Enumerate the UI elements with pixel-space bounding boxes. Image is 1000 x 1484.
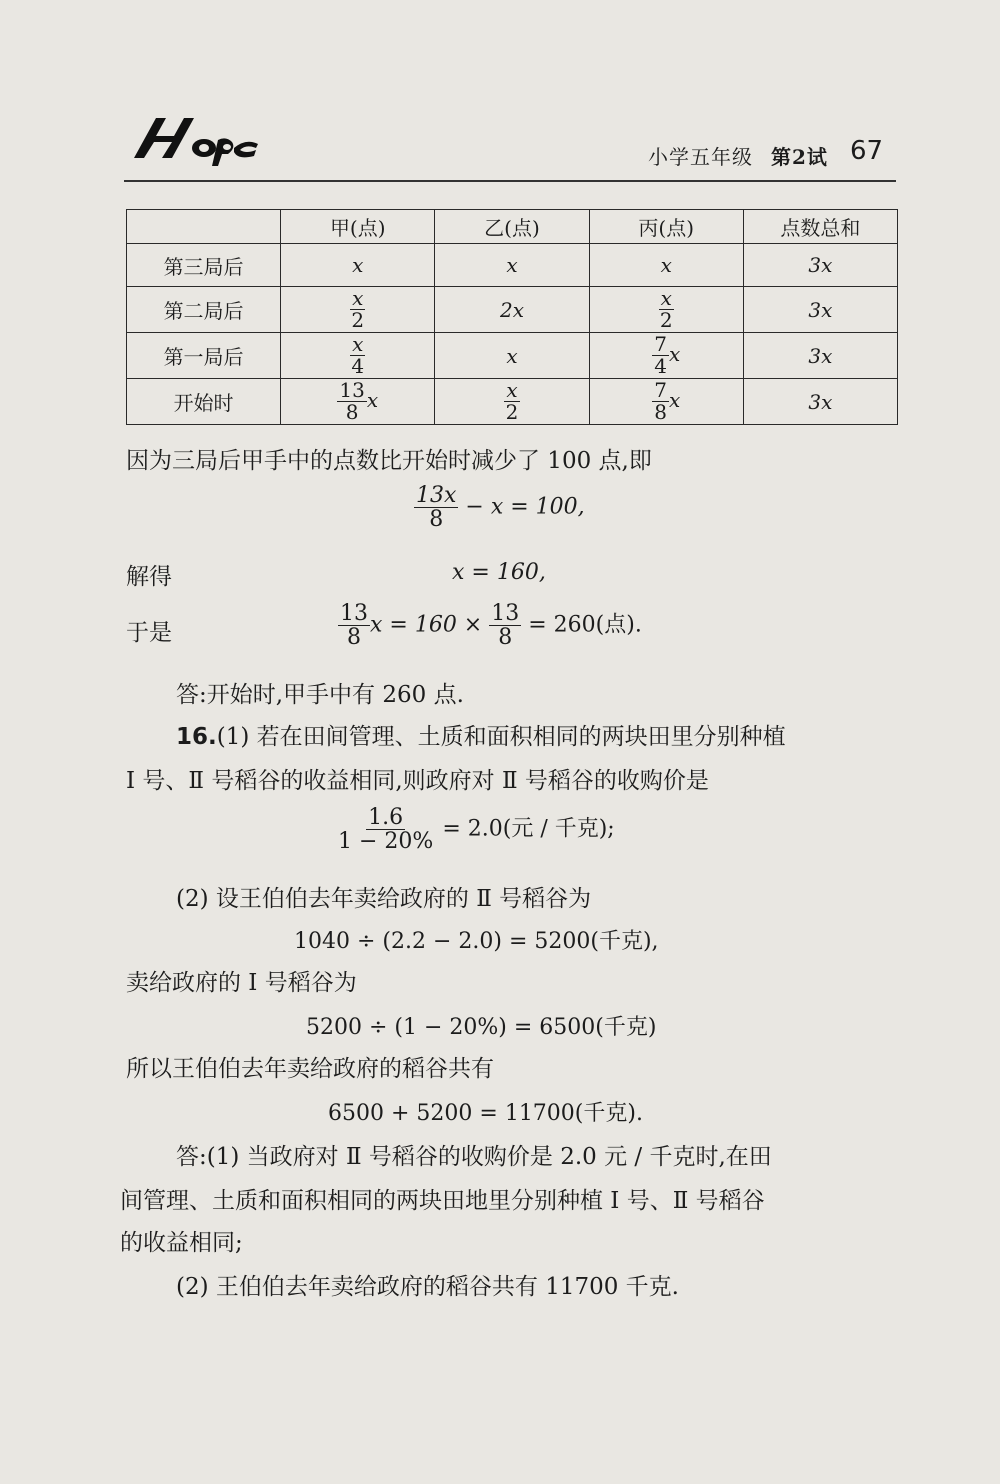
header-grade: 小学五年级 xyxy=(648,145,753,169)
cell-jia: x xyxy=(281,244,435,287)
row-label: 开始时 xyxy=(127,379,281,425)
q16-line-3: (2) 设王伯伯去年卖给政府的 Ⅱ 号稻谷为 xyxy=(176,886,592,912)
answer-2-line-3: 的收益相同; xyxy=(120,1230,243,1256)
table-header-empty xyxy=(127,210,281,244)
answer-2-line-2: 间管理、土质和面积相同的两块田地里分别种植 Ⅰ 号、Ⅱ 号稻谷 xyxy=(120,1188,765,1214)
answer-1: 答:开始时,甲手中有 260 点. xyxy=(176,682,464,708)
cell-total: 3x xyxy=(743,379,897,425)
cell-yi: $\frac{x}{2}$ xyxy=(435,379,589,425)
equation-7: 6500 + 5200 = 11700(千克). xyxy=(328,1101,643,1126)
cell-yi: 2x xyxy=(435,287,589,333)
table-header-yi: 乙(点) xyxy=(435,210,589,244)
answer-2-line-4: (2) 王伯伯去年卖给政府的稻谷共有 11700 千克. xyxy=(176,1274,679,1300)
header-info xyxy=(648,141,848,170)
q16-line-1: 16.(1) 若在田间管理、土质和面积相同的两块田里分别种植 xyxy=(176,724,786,750)
equation-1: $\frac{13x}{8}$ − x = 100, xyxy=(416,483,585,533)
q16-line-4: 卖给政府的 Ⅰ 号稻谷为 xyxy=(126,970,357,996)
cell-yi: x xyxy=(435,333,589,379)
table-header-jia: 甲(点) xyxy=(281,210,435,244)
cell-bing: $\frac{7}{4}$ x xyxy=(589,333,743,379)
table-row xyxy=(127,333,898,379)
table-header-total: 点数总和 xyxy=(743,210,897,244)
cell-bing: x xyxy=(589,244,743,287)
equation-3: $\frac{13}{8}$ x = 160 × $\frac{13}{8}$ = 260(点). xyxy=(340,601,642,651)
cell-jia: $\frac{13}{8}$ x xyxy=(281,379,435,425)
table-row xyxy=(127,379,898,425)
row-label: 第一局后 xyxy=(127,333,281,379)
cell-total: 3x xyxy=(743,244,897,287)
points-table xyxy=(126,209,898,425)
table-header-bing: 丙(点) xyxy=(589,210,743,244)
text-label-yushi: 于是 xyxy=(126,620,172,646)
equation-6: 5200 ÷ (1 − 20%) = 6500(千克) xyxy=(306,1015,657,1040)
question-number: 16. xyxy=(176,724,217,750)
cell-jia: $\frac{x}{2}$ xyxy=(281,287,435,333)
answer-2-line-1: 答:(1) 当政府对 Ⅱ 号稻谷的收购价是 2.0 元 / 千克时,在田 xyxy=(176,1144,772,1170)
cell-yi: x xyxy=(435,244,589,287)
row-label: 第三局后 xyxy=(127,244,281,287)
page-number: 67 xyxy=(850,136,884,166)
cell-bing: $\frac{7}{8}$ x xyxy=(589,379,743,425)
hope-logo xyxy=(126,110,261,170)
header-rule xyxy=(124,180,896,182)
equation-4: $\frac{1.6}{1 - 20\%}$ = 2.0(元 / 千克); xyxy=(338,805,615,855)
equation-2: x = 160, xyxy=(452,560,546,585)
table-header-row xyxy=(127,210,898,244)
q16-line-2: Ⅰ 号、Ⅱ 号稻谷的收益相同,则政府对 Ⅱ 号稻谷的收购价是 xyxy=(126,768,709,794)
cell-total: 3x xyxy=(743,333,897,379)
row-label: 第二局后 xyxy=(127,287,281,333)
equation-5: 1040 ÷ (2.2 − 2.0) = 5200(千克), xyxy=(294,929,659,954)
cell-jia: $\frac{x}{4}$ xyxy=(281,333,435,379)
text-line: 因为三局后甲手中的点数比开始时减少了 100 点,即 xyxy=(126,448,652,474)
header-test: 第2试 xyxy=(771,145,828,169)
table-row xyxy=(127,244,898,287)
text-label-jiede: 解得 xyxy=(126,564,172,590)
table-row xyxy=(127,287,898,333)
cell-bing: $\frac{x}{2}$ xyxy=(589,287,743,333)
cell-total: 3x xyxy=(743,287,897,333)
q16-line-5: 所以王伯伯去年卖给政府的稻谷共有 xyxy=(126,1056,494,1082)
